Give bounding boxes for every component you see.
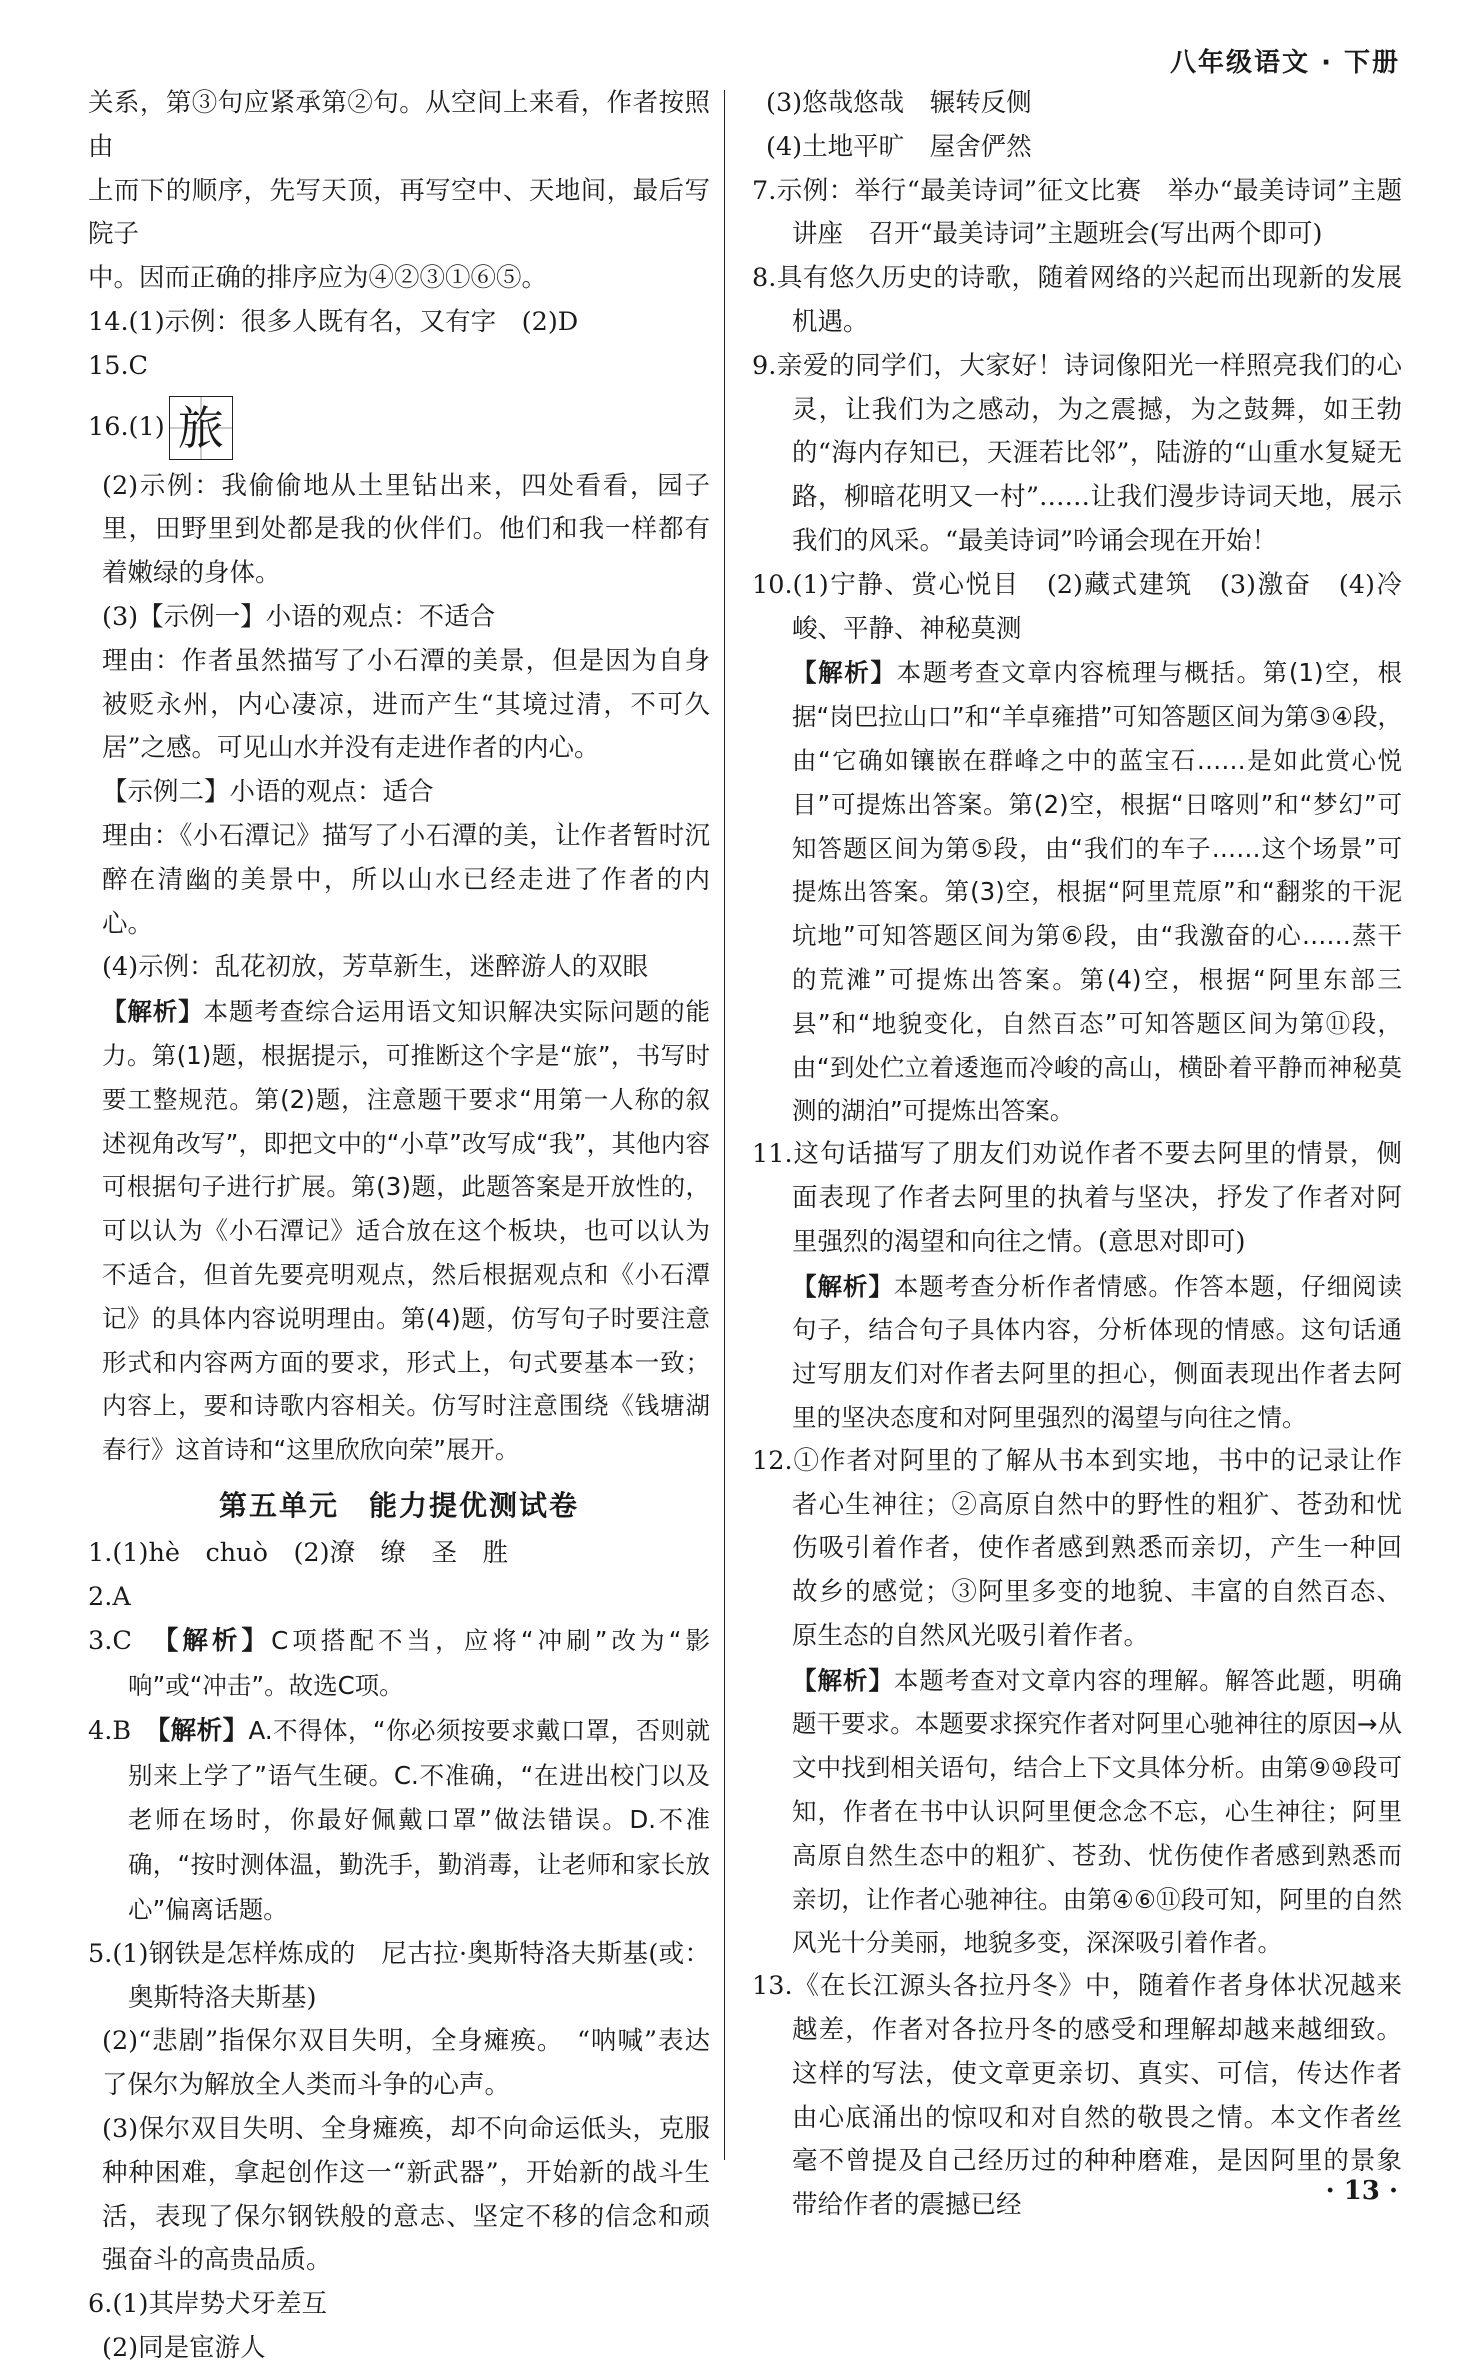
unit-answer-5-2: (2)“悲剧”指保尔双目失明，全身瘫痪。 “呐喊”表达了保尔为解放全人类而斗争的心声。 [102,2026,710,2101]
unit-answer-3: 3.C 【解析】C项搭配不当，应将“冲刷”改为“影响”或“冲击”。故选C项。 [88,1626,710,1701]
answer-13-cont: 关系，第③句应紧承第②句。从空间上来看，作者按照由 上而下的顺序，先写天顶，再写空中、天地间，最后写院子 中。因而正确的排序应为④②③①⑥⑤。 [88,88,710,294]
answer-14: 14.(1)示例：很多人既有名，又有字 (2)D [88,306,579,337]
unit-title: 第五单元 能力提优测试卷 [218,1488,579,1522]
answer-16-3-c: 【示例二】小语的观点：适合 [102,777,434,808]
unit-answer-6-2: (2)同是宦游人 [102,2333,266,2364]
answer-16-3-b: 理由：作者虽然描写了小石潭的美景，但是因为自身被贬永州，内心凄凉，进而产生“其境过清，不可久居”之感。可见山水并没有走进作者的内心。 [102,645,710,764]
page-header: 八年级语文 · 下册 [1170,48,1400,78]
explanation-11: 【解析】本题考查分析作者情感。作答本题，仔细阅读句子，结合句子具体内容，分析体现的情感。这句话通过写朋友们对作者去阿里的担心，侧面表现出作者去阿里的坚决态度和对阿里强烈的渴望与向往之情。 [792,1271,1402,1432]
unit-answer-8: 8.具有悠久历史的诗歌，随着网络的兴起而出现新的发展机遇。 [752,263,1402,337]
unit-answer-6-1: 6.(1)其岸势犬牙差互 [88,2289,327,2320]
explanation-10: 【解析】本题考查文章内容梳理与概括。第(1)空，根据“岗巴拉山口”和“羊卓雍措”可知答题区间为第③④段，由“它确如镶嵌在群峰之中的蓝宝石……是如此赏心悦目”可提炼出答案。第(2)空，根据“日喀则”和“梦幻”可知答题区间为第⑤段，由“我们的车子……这个场景”可提炼出答案。第(3)空，根据“阿里荒原”和“翻浆的干泥坑地”可知答题区间为第⑥段，由“我激奋的心……蒸干的荒滩”可提炼出答案。第(4)空，根据“阿里东部三县”和“地貌变化，自然百态”可知答题区间为第⑪段，由“到处伫立着逶迤而冷峻的高山，横卧着平静而神秘莫测的湖泊”可提炼出答案。 [792,658,1403,1126]
unit-answer-10: 10.(1)宁静、赏心悦目 (2)藏式建筑 (3)激奋 (4)冷峻、平静、神秘莫测 [752,569,1402,644]
unit-answer-11: 11.这句话描写了朋友们劝说作者不要去阿里的情景，侧面表现了作者去阿里的执着与坚决，抒发了作者对阿里强烈的渴望和向往之情。(意思对即可) [752,1139,1402,1257]
answer-15: 15.C [88,350,149,381]
unit-answer-5-1: 5.(1)钢铁是怎样炼成的 尼古拉·奥斯特洛夫斯基(或：奥斯特洛夫斯基) [88,1938,710,2013]
explanation-12: 【解析】本题考查对文章内容的理解。解答此题，明确题干要求。本题要求探究作者对阿里心驰神往的原因→从文中找到相关语句，结合上下文具体分析。由第⑨⑩段可知，作者在书中认识阿里便念念不忘，心生神往；阿里高原自然生态中的粗犷、苍劲、忧伤使作者感到熟悉而亲切，让作者心驰神往。由第④⑥⑪段可知，阿里的自然风光十分美丽，地貌多变，深深吸引着作者。 [792,1665,1402,1958]
answer-16-2: (2)示例：我偷偷地从土里钻出来，四处看看，园子里，田野里到处都是我的伙伴们。他们和我一样都有着嫩绿的身体。 [102,470,710,589]
left-column [88,82,710,2371]
unit-answer-7: 7.示例：举行“最美诗词”征文比赛 举办“最美诗词”主题讲座 召开“最美诗词”主题班会(写出两个即可) [752,175,1402,250]
unit-answer-5-3: (3)保尔双目失明、全身瘫痪，却不向命运低头，克服种种困难，拿起创作这一“新武器”，开始新的战斗生活，表现了保尔钢铁般的意志、坚定不移的信念和顽强奋斗的高贵品质。 [102,2114,710,2276]
explanation-16: 【解析】本题考查综合运用语文知识解决实际问题的能力。第(1)题，根据提示，可推断这个字是“旅”，书写时要工整规范。第(2)题，注意题干要求“用第一人称的叙述视角改写”，即把文中的“小草”改写成“我”，其他内容可根据句子进行扩展。第(3)题，此题答案是开放性的，可以认为《小石潭记》适合放在这个板块，也可以认为不适合，但首先要亮明观点，然后根据观点和《小石潭记》的具体内容说明理由。第(4)题，仿写句子时要注意形式和内容两方面的要求，形式上，句式要基本一致；内容上，要和诗歌内容相关。仿写时注意围绕《钱塘湖春行》这首诗和“这里欣欣向荣”展开。 [102,997,711,1465]
unit-answer-1: 1.(1)hè chuò (2)潦 缭 圣 胜 [88,1537,509,1568]
unit-answer-12: 12.①作者对阿里的了解从书本到实地，书中的记录让作者心生神往；②高原自然中的野性的粗犷、苍劲和忧伤吸引着作者，使作者感到熟悉而亲切，产生一种回故乡的感觉；③阿里多变的地貌、丰富的自然百态、原生态的自然风光吸引着作者。 [752,1445,1402,1651]
unit-answer-6-4: (4)土地平旷 屋舍俨然 [766,131,1032,162]
unit-answer-2: 2.A [88,1581,131,1612]
tian-zi-ge-char: 旅 [169,396,233,460]
column-divider [724,90,725,2160]
unit-answer-6-3: (3)悠哉悠哉 辗转反侧 [766,88,1032,118]
page-number: · 13 · [1325,2176,1398,2206]
answer-16-3-a: (3)【示例一】小语的观点：不适合 [102,601,496,632]
unit-answer-4: 4.B 【解析】A.不得体，“你必须按要求戴口罩，否则就别来上学了”语气生硬。C.不准确，“在进出校门以及老师在场时，你最好佩戴口罩”做法错误。D.不准确，“按时测体温，勤洗手，勤消毒，让老师和家长放心”偏离话题。 [88,1715,711,1925]
right-column [752,82,1402,2228]
unit-answer-9: 9.亲爱的同学们，大家好！诗词像阳光一样照亮我们的心灵，让我们为之感动，为之震撼，为之鼓舞，如王勃的“海内存知已，天涯若比邻”，陆游的“山重水复疑无路，柳暗花明又一村”……让我们漫步诗词天地，展示我们的风采。“最美诗词”吟诵会现在开始！ [752,350,1402,556]
answer-16-4: (4)示例：乱花初放，芳草新生，迷醉游人的双眼 [102,952,649,983]
unit-answer-13: 13.《在长江源头各拉丹冬》中，随着作者身体状况越来越差，作者对各拉丹冬的感受和理解却越来越细致。这样的写法，使文章更亲切、真实、可信，传达作者由心底涌出的惊叹和对自然的敬畏之情。本文作者丝毫不曾提及自己经历过的种种磨难，是因阿里的景象带给作者的震撼已经 [752,1971,1402,2221]
answer-16-1: 16.(1) 旅 [88,389,710,465]
answer-16-3-d: 理由：《小石潭记》描写了小石潭的美，让作者暂时沉醉在清幽的美景中，所以山水已经走进了作者的内心。 [102,820,710,939]
